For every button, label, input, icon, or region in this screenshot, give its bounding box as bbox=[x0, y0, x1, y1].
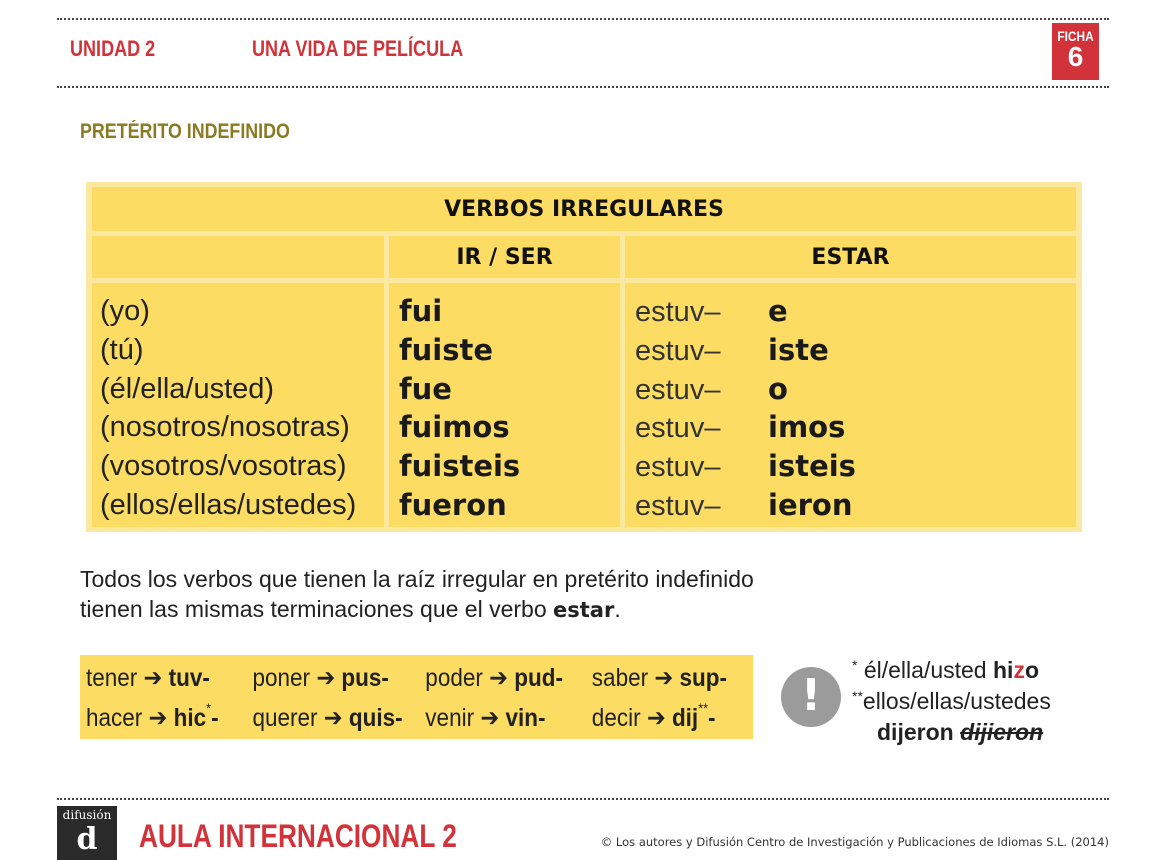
top-dotted-rule bbox=[57, 18, 1109, 20]
estar-ending: o bbox=[768, 371, 788, 406]
ir-ser-form: fuiste bbox=[399, 332, 493, 367]
incorrect-form: dijieron bbox=[960, 719, 1044, 745]
footnote-mark: ** bbox=[698, 700, 709, 716]
estar-stem: estuv– bbox=[635, 334, 721, 367]
table-header-estar: ESTAR bbox=[625, 236, 1076, 278]
book-title: AULA INTERNACIONAL 2 bbox=[139, 818, 457, 854]
verb-infinitive: saber bbox=[591, 664, 649, 692]
pronoun: (yo) bbox=[100, 295, 150, 327]
verb-stem: pud- bbox=[514, 664, 563, 692]
note-line-2 bbox=[852, 688, 1051, 715]
verb-stem: tuv- bbox=[168, 664, 210, 692]
ir-ser-form: fuimos bbox=[399, 410, 510, 445]
copyright-notice: © Los autores y Difusión Centro de Investigación y Publicaciones de Idiomas S.L. (2014) bbox=[600, 835, 1109, 849]
word-part: o bbox=[1024, 657, 1039, 683]
logo-word: difusión bbox=[62, 808, 112, 822]
verb-stem: vin- bbox=[505, 704, 546, 732]
arrow-icon: ➔ bbox=[323, 704, 343, 732]
estar-emphasis: estar bbox=[553, 598, 615, 622]
note-line-1 bbox=[852, 657, 1039, 684]
publisher-logo bbox=[57, 806, 117, 860]
arrow-icon: ➔ bbox=[316, 664, 336, 692]
verb-infinitive: poner bbox=[252, 664, 311, 692]
estar-stem: estuv– bbox=[635, 373, 721, 406]
stem-item bbox=[86, 698, 253, 738]
note-text: ellos/ellas/ustedes bbox=[862, 688, 1051, 714]
estar-ending: imos bbox=[768, 410, 846, 445]
estar-column bbox=[625, 283, 1076, 527]
ficha-label: FICHA bbox=[1057, 28, 1094, 44]
section-title: PRETÉRITO INDEFINIDO bbox=[80, 120, 290, 143]
estar-form bbox=[635, 292, 856, 331]
stem-dash: - bbox=[708, 704, 716, 732]
footnote-mark: * bbox=[206, 700, 212, 716]
pronoun: (vosotros/vosotras) bbox=[100, 450, 347, 483]
arrow-icon: ➔ bbox=[654, 664, 674, 692]
stems-row-1 bbox=[86, 658, 727, 698]
explanation-period: . bbox=[614, 596, 621, 622]
estar-form bbox=[635, 331, 856, 370]
verb-infinitive: decir bbox=[591, 704, 641, 732]
irregular-stems-box bbox=[80, 655, 753, 739]
stem-item bbox=[592, 698, 716, 738]
stem-item bbox=[425, 698, 592, 738]
verb-infinitive: venir bbox=[425, 704, 475, 732]
exclamation-icon: ! bbox=[781, 667, 841, 727]
verb-infinitive: poder bbox=[425, 664, 483, 692]
estar-form bbox=[635, 370, 856, 409]
correct-form: dijeron bbox=[877, 719, 954, 745]
stem-item bbox=[425, 658, 592, 698]
word-part: hi bbox=[992, 657, 1014, 683]
estar-form bbox=[635, 447, 856, 486]
unit-title: UNA VIDA DE PELÍCULA bbox=[252, 36, 464, 61]
estar-stem: estuv– bbox=[635, 412, 721, 445]
estar-form bbox=[635, 486, 856, 525]
irregular-verbs-table bbox=[86, 182, 1082, 532]
note-text: él/ella/usted bbox=[857, 657, 993, 683]
arrow-icon: ➔ bbox=[143, 664, 163, 692]
stem-item bbox=[592, 658, 727, 698]
estar-stem: estuv– bbox=[635, 451, 721, 484]
ficha-badge bbox=[1052, 23, 1099, 80]
stems-row-2 bbox=[86, 698, 716, 738]
ir-ser-form: fue bbox=[399, 371, 452, 406]
arrow-icon: ➔ bbox=[480, 704, 500, 732]
pronoun: (él/ella/usted) bbox=[100, 372, 275, 405]
ir-ser-form: fueron bbox=[399, 487, 507, 522]
verb-stem: quis- bbox=[348, 704, 403, 732]
pronoun-column bbox=[92, 283, 384, 527]
stem-item bbox=[253, 698, 426, 738]
estar-form bbox=[635, 408, 856, 447]
verb-infinitive: hacer bbox=[86, 704, 143, 732]
pronoun: (tú) bbox=[100, 333, 144, 366]
verb-infinitive: querer bbox=[252, 704, 318, 732]
verb-stem: hic bbox=[173, 704, 207, 732]
hizo-word bbox=[993, 657, 1039, 683]
explanation-paragraph bbox=[80, 564, 754, 625]
logo-letter: d bbox=[76, 822, 98, 857]
ir-ser-form: fui bbox=[399, 294, 443, 328]
verb-stem: pus- bbox=[341, 664, 389, 692]
explanation-line-1: Todos los verbos que tienen la raíz irregular en pretérito indefinido bbox=[80, 566, 754, 592]
estar-ending: ieron bbox=[768, 487, 853, 522]
pronoun: (ellos/ellas/ustedes) bbox=[100, 488, 357, 521]
stem-dash: - bbox=[211, 704, 219, 732]
footnote-mark: ** bbox=[852, 688, 863, 704]
ir-ser-column bbox=[389, 283, 620, 527]
footnote-mark: * bbox=[852, 657, 858, 673]
explanation-text: tienen las mismas terminaciones que el verbo bbox=[80, 596, 554, 622]
arrow-icon: ➔ bbox=[148, 704, 168, 732]
arrow-icon: ➔ bbox=[646, 704, 666, 732]
verb-stem: dij bbox=[671, 704, 699, 732]
estar-stem: estuv– bbox=[635, 489, 721, 522]
ir-ser-form: fuisteis bbox=[399, 449, 521, 484]
verb-stem: sup- bbox=[679, 664, 727, 692]
arrow-icon: ➔ bbox=[489, 664, 508, 692]
table-header-ir-ser: IR / SER bbox=[389, 236, 620, 278]
table-header-empty bbox=[92, 236, 384, 278]
stem-item bbox=[86, 658, 253, 698]
ficha-number: 6 bbox=[1067, 41, 1084, 72]
footer-dotted-rule bbox=[57, 798, 1109, 800]
unit-label: UNIDAD 2 bbox=[70, 36, 156, 61]
estar-ending: iste bbox=[768, 332, 829, 367]
explanation-line-2 bbox=[80, 594, 754, 625]
stem-item bbox=[253, 658, 426, 698]
header-dotted-rule bbox=[57, 86, 1109, 88]
note-line-3 bbox=[877, 719, 1043, 746]
word-highlight: z bbox=[1013, 657, 1025, 683]
estar-stem: estuv– bbox=[635, 296, 721, 328]
verb-infinitive: tener bbox=[86, 664, 138, 692]
table-title: VERBOS IRREGULARES bbox=[92, 187, 1076, 231]
estar-ending: isteis bbox=[768, 449, 856, 484]
estar-ending: e bbox=[768, 294, 788, 328]
pronoun: (nosotros/nosotras) bbox=[100, 411, 350, 444]
